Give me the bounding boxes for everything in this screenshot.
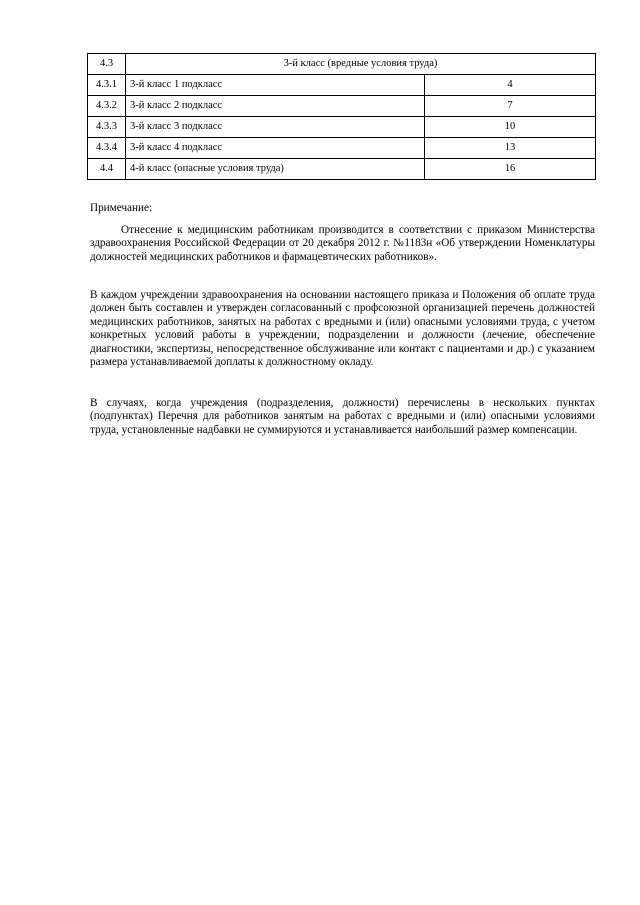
row-number: 4.3 bbox=[88, 54, 126, 75]
row-value: 13 bbox=[425, 138, 596, 159]
row-value: 10 bbox=[425, 117, 596, 138]
table-row bbox=[88, 117, 596, 138]
row-number: 4.3.4 bbox=[88, 138, 126, 159]
row-class-name: 3-й класс 3 подкласс bbox=[126, 117, 425, 138]
row-class-name: 3-й класс 2 подкласс bbox=[126, 96, 425, 117]
row-class-name: 3-й класс (вредные условия труда) bbox=[126, 54, 596, 75]
note-paragraph-2: В каждом учреждении здравоохранения на основании настоящего приказа и Положения об оплате труда должен быть составлен и утвержден согласованный с профсоюзной организацией перечень должностей медицинских работников, занятых на работах с вредными и (или) опасными условиями труда, с учетом конкретных условий работы в учреждении, подразделении и должности (лечение, обеспечение диагностики, экспертизы, непосредственное обслуживание или контакт с пациентами и др.) с указанием размера устанавливаемой доплаты к должностному окладу. bbox=[90, 289, 595, 369]
note-paragraph-1: Отнесение к медицинским работникам производится в соответствии с приказом Министерства здравоохранения Российской Федерации от 20 декабря 2012 г. №1183н «Об утверждении Номенклатуры должностей медицинских работников и фармацевтических работников». bbox=[90, 224, 595, 263]
row-number: 4.3.3 bbox=[88, 117, 126, 138]
table-row bbox=[88, 138, 596, 159]
table-row bbox=[88, 96, 596, 117]
table-row bbox=[88, 54, 596, 75]
row-value: 4 bbox=[425, 75, 596, 96]
table-row bbox=[88, 159, 596, 180]
note-title: Примечание: bbox=[90, 202, 153, 214]
row-class-name: 4-й класс (опасные условия труда) bbox=[126, 159, 425, 180]
note-paragraph-3: В случаях, когда учреждения (подразделения, должности) перечислены в нескольких пунктах (подпунктах) Перечня для работников занятым на работах с вредными и (или) опасными условиями труда, установленные надбавки не суммируются и устанавливается наибольший размер компенсации. bbox=[90, 397, 595, 436]
table-row bbox=[88, 75, 596, 96]
row-number: 4.3.1 bbox=[88, 75, 126, 96]
row-number: 4.3.2 bbox=[88, 96, 126, 117]
row-class-name: 3-й класс 1 подкласс bbox=[126, 75, 425, 96]
working-conditions-table bbox=[87, 53, 596, 180]
row-value: 7 bbox=[425, 96, 596, 117]
row-number: 4.4 bbox=[88, 159, 126, 180]
row-value: 16 bbox=[425, 159, 596, 180]
row-class-name: 3-й класс 4 подкласс bbox=[126, 138, 425, 159]
